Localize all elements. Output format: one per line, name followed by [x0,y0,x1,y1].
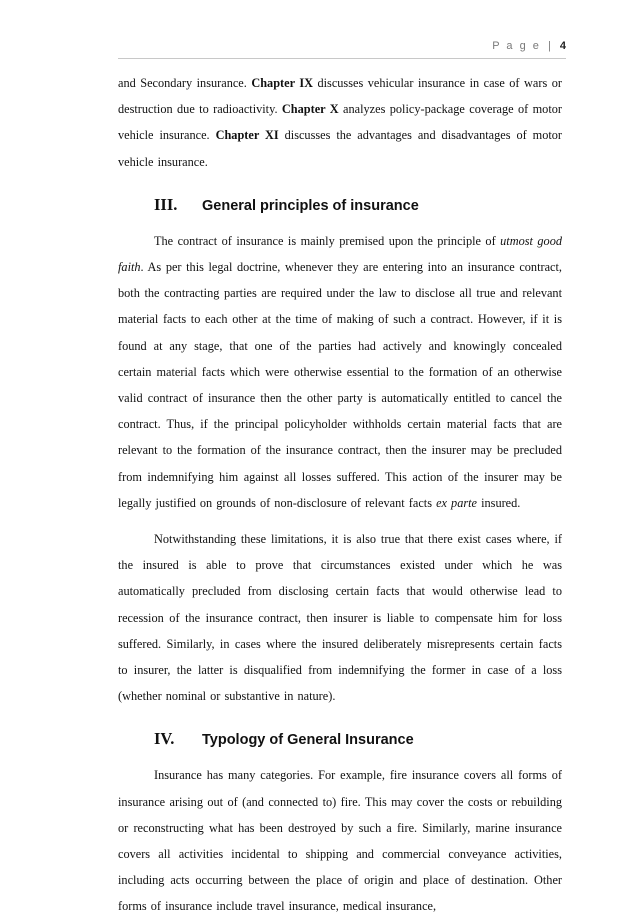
paragraph-text: . As per this legal doctrine, whenever they are entering into an insurance contract, both the contracting parties are required under the law to disclose all true and relevant material facts to each other at the time of making of such a contract. However, if it is found at any stage, that one of the parties had actively and knowingly concealed certain material facts which were otherwise essential to the formation of an otherwise valid contract of insurance then the other party is automatically entitled to cancel the contract. Thus, if the principal policyholder withholds certain material facts that are relevant to the formation of the insurance contract, then the insurer may be precluded from indemnifying him against all losses suffered. This action of the insurer may be legally justified on grounds of non-disclosure of relevant facts [118,260,562,510]
intro-text-4: discusses the advantages and disadvantages of motor vehicle insurance. [118,128,563,169]
intro-text-3: analyzes policy-package coverage of motor vehicle insurance. [118,102,562,143]
section-title: Typology of General Insurance [202,732,414,749]
page-number: 4 [559,40,566,52]
page-header [492,40,566,52]
chapter-ix-ref: Chapter IX [251,76,313,90]
term-utmost-good-faith: utmost good faith [118,233,563,275]
intro-paragraph [118,70,562,175]
document-body [118,70,562,920]
paragraph-typology: Insurance has many categories. For example, fire insurance covers all forms of insurance arising out of (and connected to) fire. This may cover the costs or rebuilding or reconstructing what has been destroyed by such a fire. Similarly, marine insurance covers all activities incidental to shipping and commercial conveyance activities, including acts occurring between the place of origin and place of destination. Other forms of insurance include travel insurance, medical insurance, [118,768,562,914]
section-numeral: IV. [154,729,175,749]
intro-text-2: discusses vehicular insurance in case of wars or destruction due to radioactivity. [118,76,562,117]
paragraph-good-faith [118,228,562,516]
page-label: P a g e [492,40,541,52]
paragraph-text: insured. [477,495,521,510]
chapter-xi-ref: Chapter XI [215,128,279,143]
chapter-x-ref: Chapter X [281,102,339,117]
section-numeral: III. [154,194,178,214]
page-separator: | [547,40,551,52]
section-heading-iii [154,195,562,216]
term-ex-parte: ex parte [436,495,478,510]
section-title: General principles of insurance [202,197,419,214]
paragraph-limitations: Notwithstanding these limitations, it is also true that there exist cases where, if the insured is able to prove that circumstances existed under which he was automatically precluded from disclosing certain facts that would otherwise lead to recession of the insurance contract, then insurer is liable to compensate him for loss suffered. Similarly, in cases where the insured deliberately misrepresents certain facts to insurer, the latter is disqualified from indemnifying the former in case of a loss (whether nominal or substantive in nature). [118,532,562,704]
section-heading-iv [154,729,562,750]
paragraph-text: The contract of insurance is mainly premised upon the principle of [154,233,501,248]
header-rule [118,58,566,59]
intro-text-1: and Secondary insurance. [118,76,252,90]
